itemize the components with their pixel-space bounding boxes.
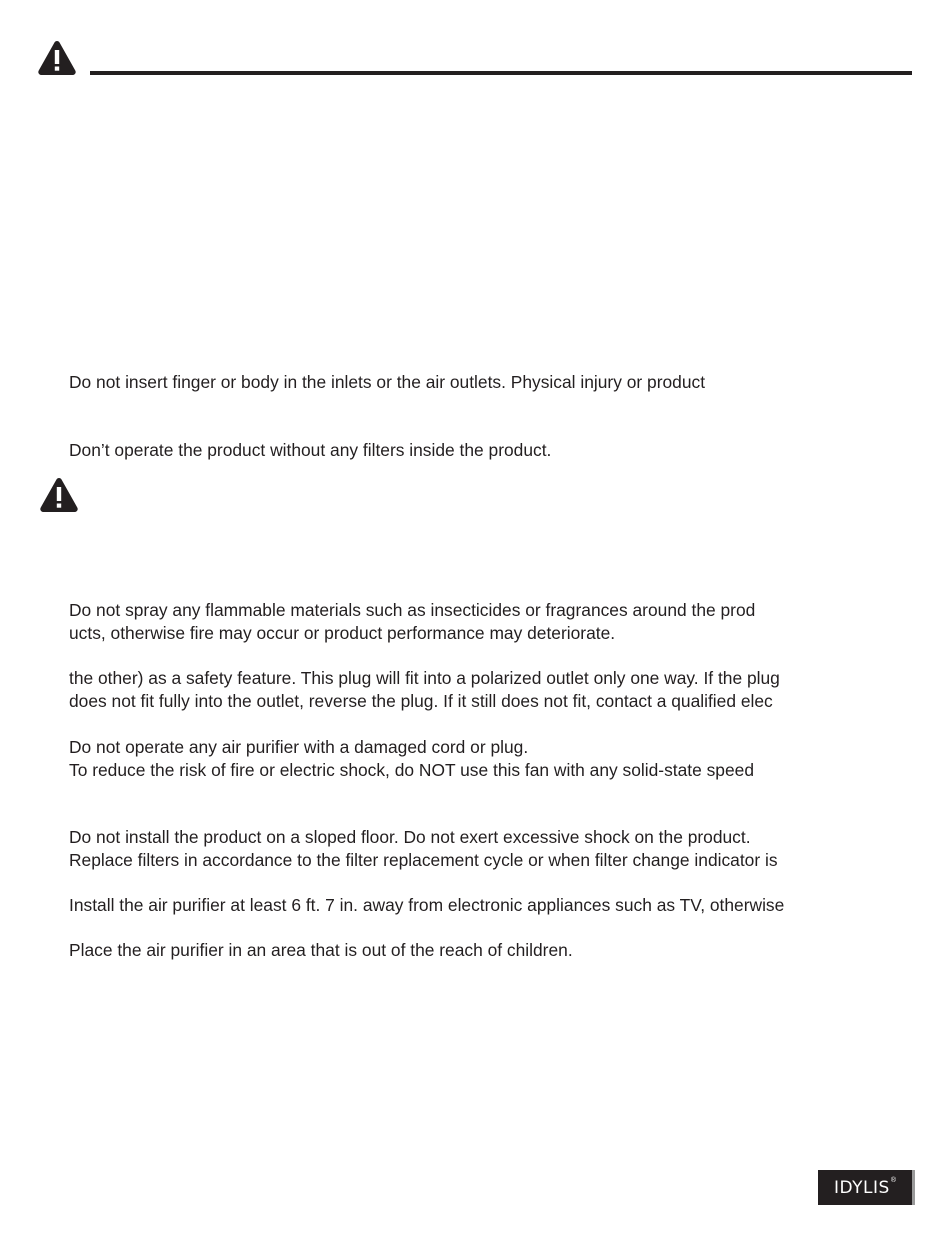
header-rule <box>90 71 912 75</box>
safety-text-line: To reduce the risk of fire or electric shock, do NOT use this fan with any solid-state speed <box>69 760 754 780</box>
safety-text-line: Do not operate any air purifier with a damaged cord or plug. <box>69 737 529 757</box>
safety-text-line: Do not install the product on a sloped floor. Do not exert excessive shock on the product. <box>69 827 751 847</box>
safety-text-line: Install the air purifier at least 6 ft. 7 in. away from electronic appliances such as TV, otherwise <box>69 895 785 915</box>
safety-text-line: Place the air purifier in an area that is out of the reach of children. <box>69 940 573 960</box>
safety-text-line: Do not spray any flammable materials such as insecticides or fragrances around the prod <box>69 600 756 620</box>
safety-text-line: Don’t operate the product without any filters inside the product. <box>69 440 552 460</box>
safety-text-line: Do not insert finger or body in the inlets or the air outlets. Physical injury or product <box>69 372 706 392</box>
brand-logo <box>818 1170 912 1205</box>
safety-text-line: ucts, otherwise fire may occur or product performance may deteriorate. <box>69 623 616 643</box>
warning-triangle-icon <box>39 476 79 513</box>
safety-text-line: does not fit fully into the outlet, reverse the plug. If it still does not fit, contact a qualified elec <box>69 691 773 711</box>
safety-text-line: the other) as a safety feature. This plug will fit into a polarized outlet only one way. If the plug <box>69 668 780 688</box>
safety-text-line: Replace filters in accordance to the filter replacement cycle or when filter change indicator is <box>69 850 778 870</box>
brand-name: IDYLIS <box>833 1177 890 1198</box>
registered-mark: ® <box>890 1177 896 1184</box>
warning-triangle-icon <box>37 39 77 76</box>
